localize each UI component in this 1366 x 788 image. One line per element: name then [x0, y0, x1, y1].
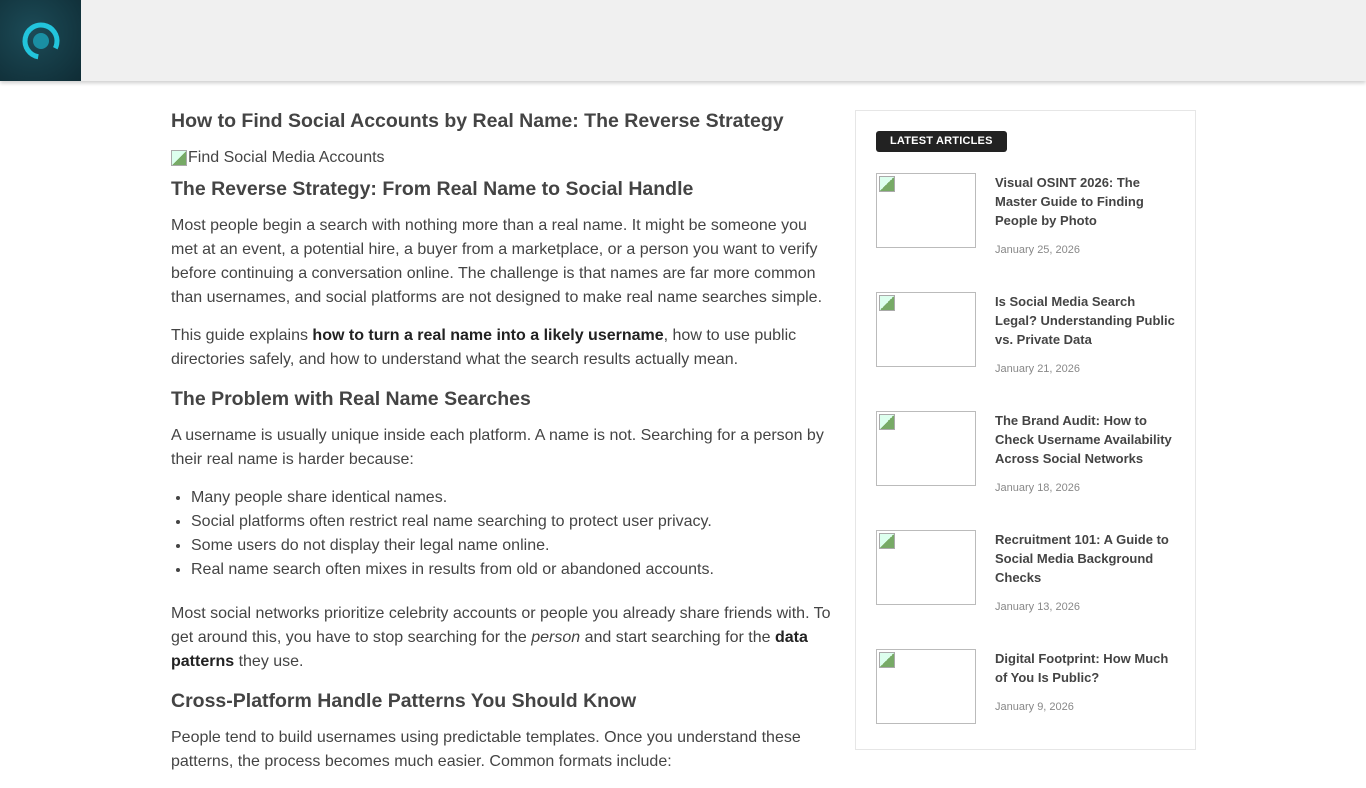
article-thumbnail[interactable]	[876, 530, 976, 605]
broken-image-icon	[879, 533, 895, 549]
article-date: January 18, 2026	[995, 482, 1081, 494]
site-logo[interactable]	[0, 0, 81, 81]
latest-articles-badge: LATEST ARTICLES	[876, 131, 1007, 152]
image-alt-text: Find Social Media Accounts	[188, 149, 385, 166]
sidebar-article[interactable]	[876, 411, 1186, 511]
sidebar-article[interactable]	[876, 530, 1186, 630]
sidebar-article[interactable]	[876, 292, 1186, 392]
article-thumbnail[interactable]	[876, 292, 976, 367]
article-title: How to Find Social Accounts by Real Name: The Reverse Strategy	[171, 110, 784, 132]
article-date: January 9, 2026	[995, 701, 1074, 713]
article-link[interactable]: Digital Footprint: How Much of You Is Public?	[995, 651, 1169, 685]
sidebar-article[interactable]	[876, 173, 1186, 273]
latest-articles-sidebar	[855, 110, 1196, 750]
top-header	[0, 0, 1366, 81]
article-thumbnail[interactable]	[876, 173, 976, 248]
sidebar-article[interactable]	[876, 649, 1186, 749]
paragraph: Most social networks prioritize celebrity accounts or people you already share friends with. To get around this, you have to stop searching for the person and start searching for the data patterns they use.	[171, 605, 831, 670]
article-date: January 21, 2026	[995, 363, 1081, 375]
broken-image-icon	[879, 652, 895, 668]
article-link[interactable]: The Brand Audit: How to Check Username Availability Across Social Networks	[995, 413, 1172, 466]
article-date: January 25, 2026	[995, 244, 1081, 256]
section-heading: The Reverse Strategy: From Real Name to Social Handle	[171, 178, 694, 200]
list-item: • Social platforms often restrict real name searching to protect user privacy.	[191, 510, 833, 534]
list-item: • Some users do not display their legal name online.	[191, 534, 833, 558]
list-item: • Real name search often mixes in results from old or abandoned accounts.	[191, 558, 833, 582]
section-heading: The Problem with Real Name Searches	[171, 388, 531, 410]
article-thumbnail[interactable]	[876, 649, 976, 724]
broken-image-icon	[879, 414, 895, 430]
paragraph: This guide explains how to turn a real name into a likely username, how to use public directories safely, and how to understand what the search results actually mean.	[171, 327, 797, 368]
section-heading: Cross-Platform Handle Patterns You Should Know	[171, 690, 637, 712]
logo-icon	[20, 20, 62, 62]
list-item: • Many people share identical names.	[191, 486, 833, 510]
broken-image-icon	[171, 150, 187, 166]
bullet-list	[191, 486, 833, 582]
broken-image-icon	[879, 295, 895, 311]
article-image	[171, 146, 833, 170]
paragraph: A username is usually unique inside each platform. A name is not. Searching for a person by their real name is harder because:	[171, 427, 824, 468]
paragraph: Most people begin a search with nothing more than a real name. It might be someone you met at an event, a potential hire, a buyer from a marketplace, or a person you want to verify before continuing a conversation online. The challenge is that names are far more common than usernames, and social platforms are not designed to make real name searches simple.	[171, 217, 823, 306]
article-link[interactable]: Is Social Media Search Legal? Understanding Public vs. Private Data	[995, 294, 1175, 347]
paragraph: People tend to build usernames using predictable templates. Once you understand these patterns, the process becomes much easier. Common formats include:	[171, 729, 801, 770]
article-link[interactable]: Visual OSINT 2026: The Master Guide to Finding People by Photo	[995, 175, 1144, 228]
article	[171, 108, 833, 788]
broken-image-icon	[879, 176, 895, 192]
article-date: January 13, 2026	[995, 601, 1081, 613]
article-link[interactable]: Recruitment 101: A Guide to Social Media Background Checks	[995, 532, 1169, 585]
article-thumbnail[interactable]	[876, 411, 976, 486]
